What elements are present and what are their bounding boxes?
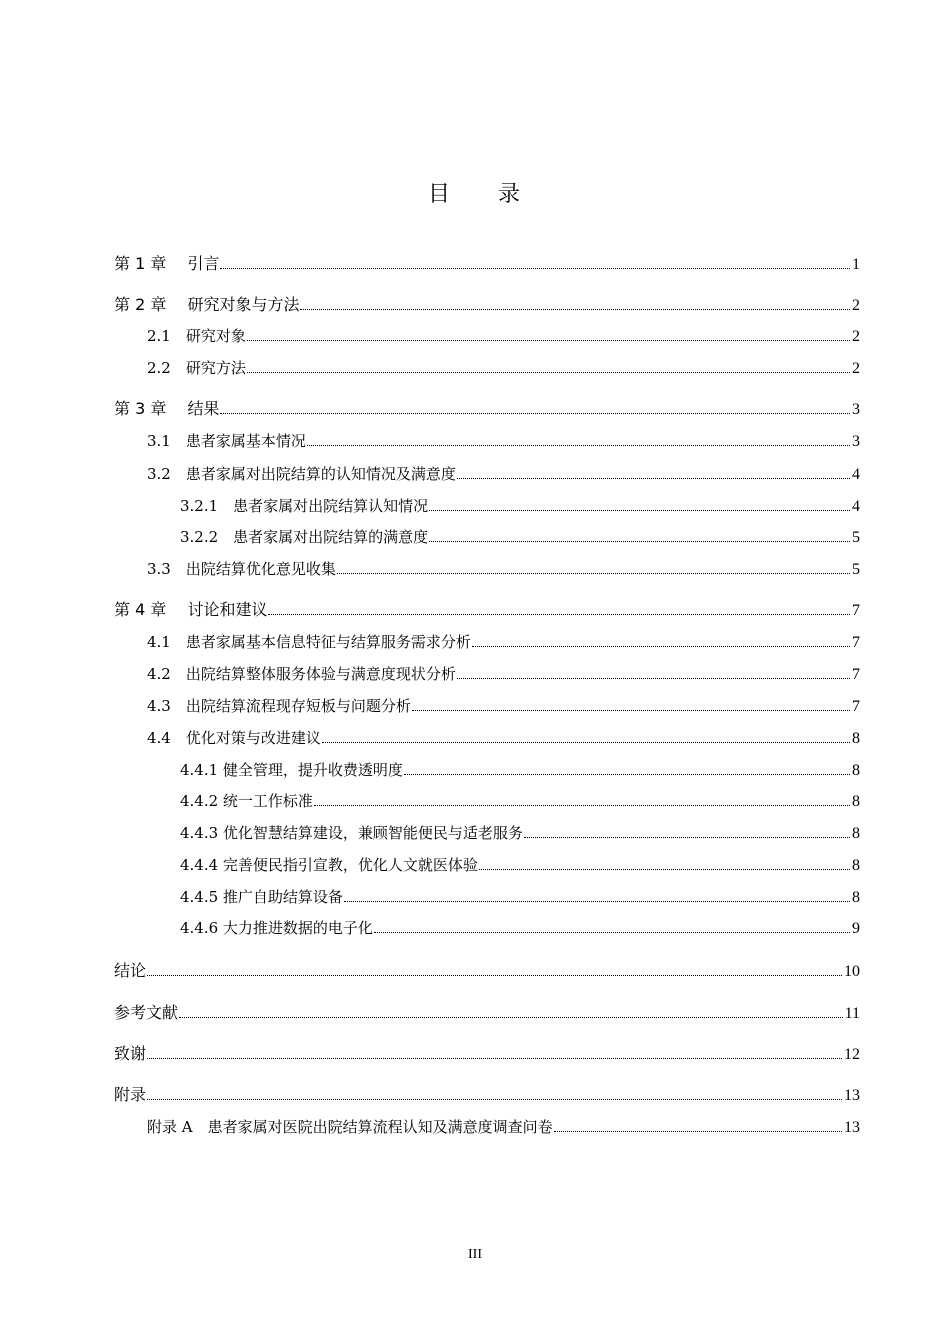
toc-entry-page: 4 xyxy=(852,498,860,515)
toc-entry-label: 第 1 章 引言 xyxy=(114,254,220,273)
toc-entry-page: 9 xyxy=(852,920,860,937)
toc-entry-section-4-4[interactable] xyxy=(147,724,860,748)
toc-entry-page: 8 xyxy=(852,825,860,842)
toc-entry-page: 13 xyxy=(844,1119,860,1136)
toc-entry-label: 2.1 研究对象 xyxy=(147,327,246,345)
dot-leader xyxy=(220,268,850,269)
toc-entry-label: 4.3 出院结算流程现存短板与问题分析 xyxy=(147,697,411,715)
dot-leader xyxy=(524,837,850,838)
toc-entry-label: 3.1 患者家属基本情况 xyxy=(147,432,306,450)
dot-leader xyxy=(300,309,850,310)
toc-entry-chapter-1[interactable] xyxy=(114,250,860,274)
toc-entry-page: 2 xyxy=(852,297,860,314)
toc-entry-sub-4-4-1[interactable] xyxy=(180,756,860,780)
toc-entry-label: 致谢 xyxy=(114,1044,147,1063)
toc-entry-section-3-1[interactable] xyxy=(147,427,860,451)
dot-leader xyxy=(322,742,850,743)
toc-entry-sub-4-4-2[interactable] xyxy=(180,787,860,811)
toc-entry-conclusion[interactable] xyxy=(114,957,860,981)
toc-entry-label: 4.4.2 统一工作标准 xyxy=(180,792,313,810)
page-number: III xyxy=(468,1247,482,1262)
dot-leader xyxy=(268,614,850,615)
toc-title-part1: 目 xyxy=(427,182,452,207)
toc-entry-section-3-2[interactable] xyxy=(147,460,860,484)
dot-leader xyxy=(344,901,850,902)
toc-entry-label: 4.4.6 大力推进数据的电子化 xyxy=(180,919,373,937)
toc-entry-references[interactable] xyxy=(114,999,860,1023)
toc-entry-section-2-2[interactable] xyxy=(147,354,860,378)
dot-leader xyxy=(429,510,850,511)
toc-entry-label: 4.2 出院结算整体服务体验与满意度现状分析 xyxy=(147,665,456,683)
toc-entry-label: 3.2.1 患者家属对出院结算认知情况 xyxy=(180,497,429,515)
toc-entry-label: 2.2 研究方法 xyxy=(147,359,246,377)
toc-entry-page: 7 xyxy=(852,634,860,651)
toc-entry-sub-4-4-4[interactable] xyxy=(180,851,860,875)
toc-entry-label: 附录 A 患者家属对医院出院结算流程认知及满意度调查问卷 xyxy=(147,1118,553,1136)
toc-entry-page: 7 xyxy=(852,602,860,619)
toc-entry-label: 第 4 章 讨论和建议 xyxy=(114,600,268,619)
toc-entry-label: 第 2 章 研究对象与方法 xyxy=(114,295,300,314)
toc-entry-page: 8 xyxy=(852,889,860,906)
toc-entry-acknowledgements[interactable] xyxy=(114,1040,860,1064)
toc-entry-page: 10 xyxy=(844,963,860,980)
toc-entry-label: 3.2.2 患者家属对出院结算的满意度 xyxy=(180,528,429,546)
dot-leader xyxy=(457,478,850,479)
dot-leader xyxy=(429,541,850,542)
dot-leader xyxy=(147,1099,842,1100)
toc-entry-page: 13 xyxy=(844,1087,860,1104)
toc-entry-sub-3-2-2[interactable] xyxy=(180,523,860,547)
toc-entry-section-4-1[interactable] xyxy=(147,628,860,652)
toc-entry-page: 8 xyxy=(852,793,860,810)
dot-leader xyxy=(247,340,850,341)
dot-leader xyxy=(337,573,850,574)
toc-entry-section-3-3[interactable] xyxy=(147,555,860,579)
dot-leader xyxy=(314,805,850,806)
toc-entry-section-4-3[interactable] xyxy=(147,692,860,716)
toc-entry-chapter-3[interactable] xyxy=(114,395,860,419)
toc-entry-page: 3 xyxy=(852,401,860,418)
dot-leader xyxy=(472,646,850,647)
toc-entry-label: 3.3 出院结算优化意见收集 xyxy=(147,560,336,578)
toc-entry-label: 4.4.3 优化智慧结算建设，兼顾智能便民与适老服务 xyxy=(180,824,523,842)
toc-entry-page: 4 xyxy=(852,466,860,483)
dot-leader xyxy=(147,1058,842,1059)
toc-entry-label: 第 3 章 结果 xyxy=(114,399,220,418)
toc-entry-sub-4-4-3[interactable] xyxy=(180,819,860,843)
dot-leader xyxy=(479,869,850,870)
toc-entry-label: 3.2 患者家属对出院结算的认知情况及满意度 xyxy=(147,465,456,483)
dot-leader xyxy=(307,445,850,446)
dot-leader xyxy=(374,932,850,933)
toc-entry-appendix-a[interactable] xyxy=(147,1113,860,1137)
toc-entry-chapter-2[interactable] xyxy=(114,291,860,315)
toc-entry-page: 8 xyxy=(852,762,860,779)
toc-entry-section-4-2[interactable] xyxy=(147,660,860,684)
toc-entry-sub-4-4-6[interactable] xyxy=(180,914,860,938)
dot-leader xyxy=(179,1017,843,1018)
toc-entry-page: 12 xyxy=(844,1046,860,1063)
toc-entry-sub-3-2-1[interactable] xyxy=(180,492,860,516)
toc-entry-page: 2 xyxy=(852,360,860,377)
toc-entry-page: 3 xyxy=(852,433,860,450)
toc-entry-page: 7 xyxy=(852,666,860,683)
dot-leader xyxy=(554,1131,842,1132)
toc-title-part2: 录 xyxy=(498,182,523,207)
dot-leader xyxy=(412,710,850,711)
dot-leader xyxy=(220,413,850,414)
toc-entry-label: 4.4.4 完善便民指引宣教，优化人文就医体验 xyxy=(180,856,478,874)
dot-leader xyxy=(147,975,842,976)
toc-entry-label: 结论 xyxy=(114,961,147,980)
toc-entry-label: 4.4.1 健全管理，提升收费透明度 xyxy=(180,761,403,779)
toc-entry-appendix[interactable] xyxy=(114,1081,860,1105)
toc-entry-chapter-4[interactable] xyxy=(114,596,860,620)
toc-entry-label: 参考文献 xyxy=(114,1003,179,1022)
toc-entry-label: 4.4 优化对策与改进建议 xyxy=(147,729,321,747)
toc-entry-page: 8 xyxy=(852,857,860,874)
toc-entry-page: 11 xyxy=(844,1005,860,1022)
toc-entry-sub-4-4-5[interactable] xyxy=(180,883,860,907)
toc-entry-page: 2 xyxy=(852,328,860,345)
toc-entry-page: 7 xyxy=(852,698,860,715)
toc-entry-label: 附录 xyxy=(114,1085,147,1104)
toc-entry-page: 1 xyxy=(852,256,860,273)
toc-entry-page: 5 xyxy=(852,561,860,578)
dot-leader xyxy=(404,774,850,775)
toc-entry-page: 5 xyxy=(852,529,860,546)
dot-leader xyxy=(457,678,850,679)
toc-entry-label: 4.4.5 推广自助结算设备 xyxy=(180,888,343,906)
toc-entry-page: 8 xyxy=(852,730,860,747)
toc-entry-section-2-1[interactable] xyxy=(147,322,860,346)
toc-entry-label: 4.1 患者家属基本信息特征与结算服务需求分析 xyxy=(147,633,471,651)
dot-leader xyxy=(247,372,850,373)
